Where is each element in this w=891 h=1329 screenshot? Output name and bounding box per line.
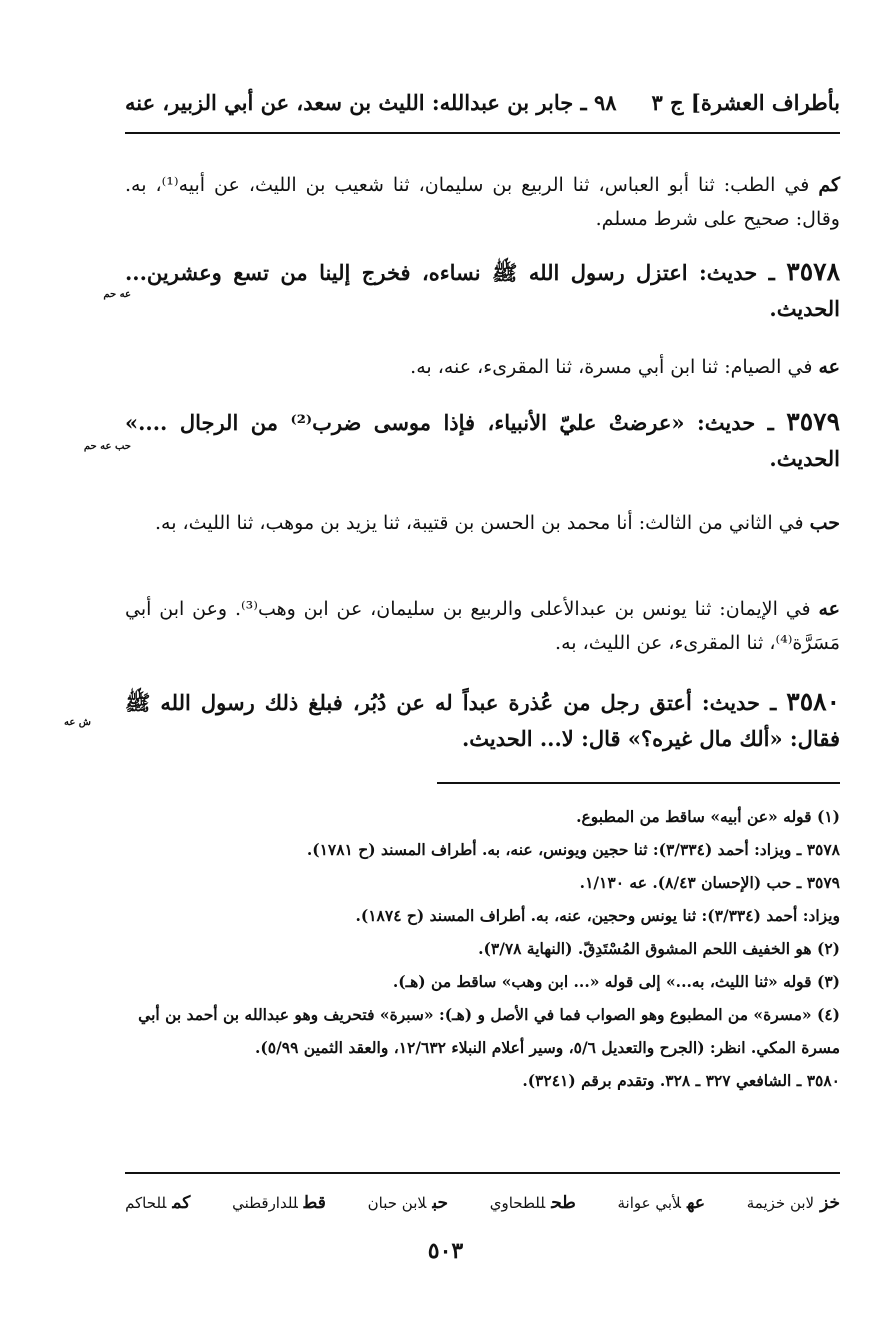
hadith-number: ٣٥٧٩	[786, 407, 841, 436]
header-rule	[125, 132, 840, 134]
footnote: ويزاد: أحمد (٣/٣٣٤): ثنا يونس وحجين، عنه، به. أطراف المسند (ح ١٨٧٤).	[355, 906, 840, 925]
legend-item: حبلابن حبان	[367, 1193, 448, 1213]
footnotes	[125, 800, 840, 1097]
source-abbr: عه	[818, 356, 840, 378]
paragraph-hakim	[125, 168, 840, 236]
footnote: ٣٥٧٨ ـ ويزاد: أحمد (٣/٣٣٤): ثنا حجين ويونس، عنه، به. أطراف المسند (ح ١٧٨١).	[306, 840, 840, 859]
hadith-source-codes: عه حم	[103, 289, 131, 300]
footnote: ٣٥٧٩ ـ حب (الإحسان ٨/٤٣). عه ١/١٣٠.	[579, 873, 840, 892]
hadith-text: ـ حديث: اعتزل رسول الله ﷺ نساءه، فخرج إلينا من تسع وعشرين... الحديث.	[125, 260, 840, 321]
running-header	[125, 82, 840, 122]
paragraph-ibn-hibban	[125, 506, 840, 540]
source-abbr: حب	[809, 512, 840, 534]
hadith-text: ـ حديث: «عرضتْ عليّ الأنبياء، فإذا موسى ضرب⁽²⁾ من الرجال ....» الحديث.	[125, 410, 840, 471]
footnote: (٤) «مسرة» من المطبوع وهو الصواب فما في الأصل و (هـ): «سبرة» فتحريف وهو عبدالله بن أحمد بن أبي مسرة المكي. انظر: (الجرح والتعديل ٥/٦، وسير أعلام النبلاء ١٢/٦٣٢، والعقد الثمين ٥/٩٩).	[138, 1005, 840, 1057]
legend-item: قطللدارقطني	[232, 1193, 326, 1213]
hadith-source-codes: حب عه حم	[83, 441, 131, 452]
footnote-rule	[437, 782, 840, 784]
hadith-3579	[125, 404, 840, 477]
abbreviation-legend	[125, 1186, 840, 1220]
paragraph-text: في الثاني من الثالث: أنا محمد بن الحسن بن قتيبة، ثنا يزيد بن موهب، ثنا الليث، به.	[155, 512, 810, 534]
source-abbr: عه	[818, 598, 840, 620]
legend-item: عهلأبي عوانة	[617, 1193, 705, 1213]
hadith-source-codes: ش عه	[63, 717, 91, 728]
legend-rule	[125, 1172, 840, 1174]
header-chapter: ٩٨ ـ جابر بن عبدالله: الليث بن سعد، عن أبي الزبير، عنه	[125, 89, 617, 115]
footnote: ٣٥٨٠ ـ الشافعي ٣٢٧ ـ ٣٢٨. وتقدم برقم (٣٢٤١).	[522, 1071, 840, 1090]
paragraph-text: في الطب: ثنا أبو العباس، ثنا الربيع بن سليمان، ثنا شعيب بن الليث، عن أبيه⁽¹⁾، به. وقال: صحيح على شرط مسلم.	[125, 174, 840, 230]
footnote: (٣) قوله «ثنا الليث، به...» إلى قوله «... ابن وهب» ساقط من (هـ).	[392, 972, 840, 991]
legend-item: كمللحاكم	[125, 1193, 191, 1213]
hadith-number: ٣٥٨٠	[786, 687, 840, 716]
legend-item: خزلابن خزيمة	[746, 1193, 840, 1213]
paragraph-abu-awana-2	[125, 592, 840, 660]
hadith-3578	[125, 254, 840, 327]
page-number: ٥٠٣	[427, 1238, 464, 1264]
hadith-3580	[125, 684, 840, 757]
hadith-number: ٣٥٧٨	[786, 257, 840, 286]
paragraph-text: في الصيام: ثنا ابن أبي مسرة، ثنا المقرىء، عنه، به.	[410, 356, 819, 378]
legend-item: طحللطحاوي	[489, 1193, 576, 1213]
footnote: (٢) هو الخفيف اللحم المشوق المُسْتَدِقّ. (النهاية ٣/٧٨).	[478, 939, 840, 958]
header-volume: بأطراف العشرة] ج ٣	[651, 89, 840, 115]
paragraph-abu-awana-1	[125, 350, 840, 384]
source-abbr: كم	[818, 174, 841, 196]
hadith-text: ـ حديث: أعتق رجل من عُذرة عبداً له عن دُبُر، فبلغ ذلك رسول الله ﷺ فقال: «ألك مال غيره؟» قال: لا... الحديث.	[125, 690, 840, 751]
footnote: (١) قوله «عن أبيه» ساقط من المطبوع.	[576, 807, 840, 826]
paragraph-text: في الإيمان: ثنا يونس بن عبدالأعلى والربيع بن سليمان، عن ابن وهب⁽³⁾. وعن ابن أبي مَسَرَّة⁽⁴⁾، ثنا المقرىء، عن الليث، به.	[125, 598, 840, 654]
